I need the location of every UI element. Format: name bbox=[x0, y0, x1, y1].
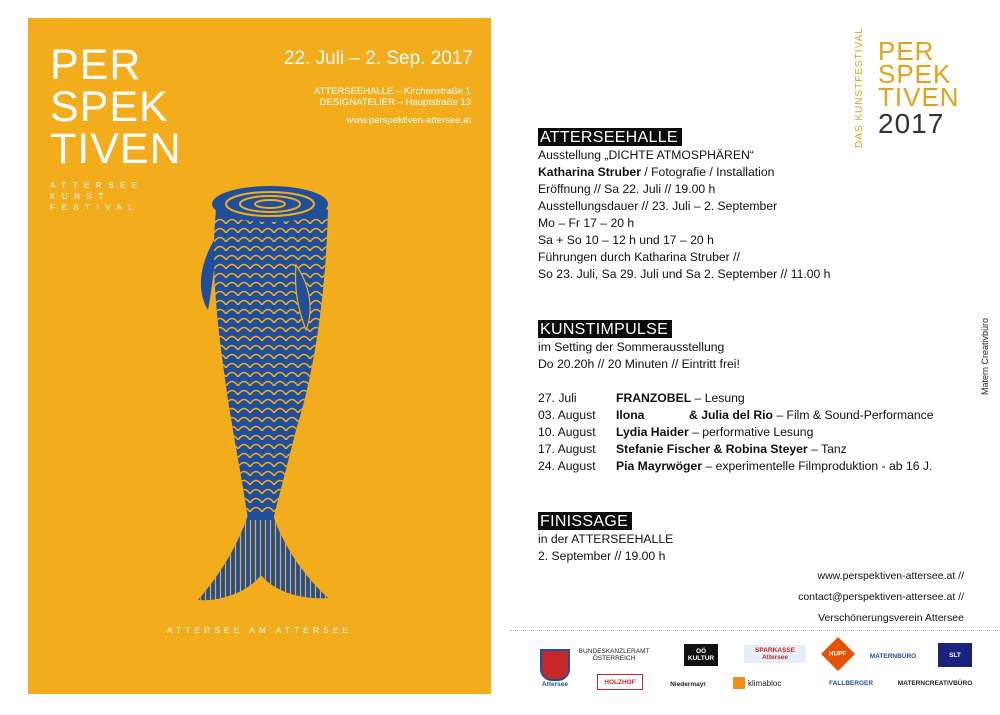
tours: Führungen durch Katharina Struber // bbox=[538, 250, 740, 264]
sponsor-logo-hupf bbox=[821, 637, 855, 671]
event-name-extra: & Julia del Rio bbox=[689, 408, 773, 422]
event-row bbox=[538, 390, 968, 407]
klimabloc-icon bbox=[733, 677, 745, 689]
sponsor-logo-bka bbox=[578, 646, 650, 664]
fish-illustration bbox=[178, 170, 348, 610]
poster-logo-line: TIVEN bbox=[50, 125, 182, 173]
sponsor-name: Niedermayr bbox=[670, 680, 706, 688]
poster-url: www.perspektiven-attersee.at bbox=[346, 115, 471, 126]
organizer: Verschönerungsverein Attersee bbox=[818, 612, 964, 624]
exhibition-title: Ausstellung „DICHTE ATMOSPHÄREN“ bbox=[538, 148, 754, 162]
designer-credit: Matern Creativbüro bbox=[980, 317, 990, 395]
coat-of-arms-icon bbox=[540, 649, 570, 681]
sponsor-logo-ooe bbox=[684, 644, 718, 666]
logo-line: PER bbox=[878, 36, 935, 66]
poster-logo bbox=[50, 41, 182, 213]
section-heading: FINISSAGE bbox=[538, 512, 632, 530]
sponsor-logo-klimabloc bbox=[733, 676, 797, 690]
sponsor-name: FALLBERGER bbox=[828, 679, 874, 687]
event-name: Ilona bbox=[616, 408, 645, 422]
poster-venues bbox=[314, 86, 471, 108]
event-name: Lydia Haider bbox=[616, 425, 689, 439]
finissage-location: in der ATTERSEEHALLE bbox=[538, 532, 674, 546]
event-name: FRANZOBEL bbox=[616, 391, 692, 405]
event-desc: – Lesung bbox=[691, 391, 745, 405]
poster-logo-line: SPEK bbox=[50, 83, 169, 131]
poster-logo-sub-line: FESTIVAL bbox=[50, 203, 140, 212]
event-row bbox=[538, 458, 968, 475]
sponsor-name: MATERNCREATIVBÜRO bbox=[897, 679, 973, 687]
poster-logo-sub-line: KUNST bbox=[50, 192, 110, 201]
tour-dates: So 23. Juli, Sa 29. Juli und Sa 2. September // 11.00 h bbox=[538, 267, 831, 281]
event-row bbox=[538, 424, 968, 441]
sponsor-name: SPARKASSE Attersee bbox=[755, 647, 795, 661]
artist-media: / Fotografie / Installation bbox=[640, 165, 775, 179]
sponsor-logo-niedermayr bbox=[665, 674, 711, 694]
sponsor-name: MATERNBÜRO bbox=[869, 652, 917, 660]
event-desc: – Film & Sound-Performance bbox=[772, 408, 934, 422]
setting-text: im Setting der Sommerausstellung bbox=[538, 340, 725, 354]
email-link[interactable]: contact@perspektiven-attersee.at // bbox=[798, 591, 964, 603]
event-date: 03. August bbox=[538, 408, 596, 422]
sponsor-logo-fallberger bbox=[825, 674, 877, 692]
sponsor-name: HUPF bbox=[829, 650, 847, 658]
event-date: 27. Juli bbox=[538, 391, 577, 405]
hours-weekday: Mo – Fr 17 – 20 h bbox=[538, 216, 635, 230]
sponsor-name: BUNDESKANZLERAMT ÖSTERREICH bbox=[578, 648, 650, 662]
sponsor-logo-sparkasse bbox=[744, 645, 806, 663]
event-row bbox=[538, 441, 968, 458]
festival-poster bbox=[28, 18, 491, 694]
website-link[interactable]: www.perspektiven-attersee.at // bbox=[817, 570, 964, 582]
sponsor-name: HOLZHOF bbox=[604, 678, 636, 686]
sponsor-logo-attersee bbox=[538, 645, 572, 691]
sponsor-logo-holzhof bbox=[597, 674, 643, 690]
duration: Ausstellungsdauer // 23. Juli – 2. September bbox=[538, 199, 778, 213]
event-desc: – performative Lesung bbox=[688, 425, 814, 439]
logo-year: 2017 bbox=[878, 108, 945, 139]
schedule-text: Do 20.20h // 20 Minuten // Eintritt frei! bbox=[538, 357, 740, 371]
event-date: 10. August bbox=[538, 425, 596, 439]
hours-weekend: Sa + So 10 – 12 h und 17 – 20 h bbox=[538, 233, 714, 247]
poster-venue: ATTERSEEHALLE – Kirchenstraße 1 bbox=[313, 86, 471, 97]
poster-date: 22. Juli – 2. Sep. 2017 bbox=[283, 48, 473, 69]
finissage-date: 2. September // 19.00 h bbox=[538, 549, 666, 563]
sponsor-name: Attersee bbox=[541, 680, 568, 688]
section-heading: ATTERSEEHALLE bbox=[538, 128, 682, 146]
artist-name: Katharina Struber bbox=[538, 165, 641, 179]
sponsor-name: SLT bbox=[949, 651, 961, 659]
poster-logo-line: PER bbox=[50, 41, 142, 89]
event-row bbox=[538, 407, 968, 424]
poster-logo-sub-line: ATTERSEE bbox=[50, 181, 144, 190]
sponsor-name: klimabloc bbox=[748, 678, 782, 688]
contact-block bbox=[798, 566, 964, 629]
sponsor-logo-slt bbox=[938, 643, 972, 667]
opening: Eröffnung // Sa 22. Juli // 19.00 h bbox=[538, 182, 716, 196]
logo-line: TIVEN bbox=[878, 82, 960, 112]
event-date: 24. August bbox=[538, 459, 596, 473]
sponsor-logo-materncreativbuero bbox=[897, 676, 973, 690]
divider bbox=[510, 630, 1000, 631]
exhibition-artist bbox=[538, 164, 968, 181]
section-atterseehalle bbox=[538, 128, 968, 283]
section-heading: KUNSTIMPULSE bbox=[538, 320, 672, 338]
event-name: Stefanie Fischer & Robina Steyer bbox=[616, 442, 808, 456]
sponsor-name: OÖ KULTUR bbox=[687, 648, 715, 662]
sponsor-logo-maternbuero bbox=[868, 645, 918, 667]
event-name: Pia Mayrwöger bbox=[616, 459, 703, 473]
event-date: 17. August bbox=[538, 442, 596, 456]
section-kunstimpulse bbox=[538, 320, 968, 475]
section-finissage bbox=[538, 512, 968, 565]
poster-footer: ATTERSEE AM ATTERSEE bbox=[166, 625, 352, 635]
event-desc: – experimentelle Filmproduktion - ab 16 J. bbox=[702, 459, 933, 473]
logo-vertical-text: DAS KUNSTFESTIVAL bbox=[854, 27, 865, 148]
poster-logo-subtitle bbox=[50, 180, 182, 213]
poster-venue: DESIGNATELIER – Hauptstraße 13 bbox=[319, 97, 471, 108]
event-desc: – Tanz bbox=[807, 442, 847, 456]
logo-line: SPEK bbox=[878, 59, 952, 89]
